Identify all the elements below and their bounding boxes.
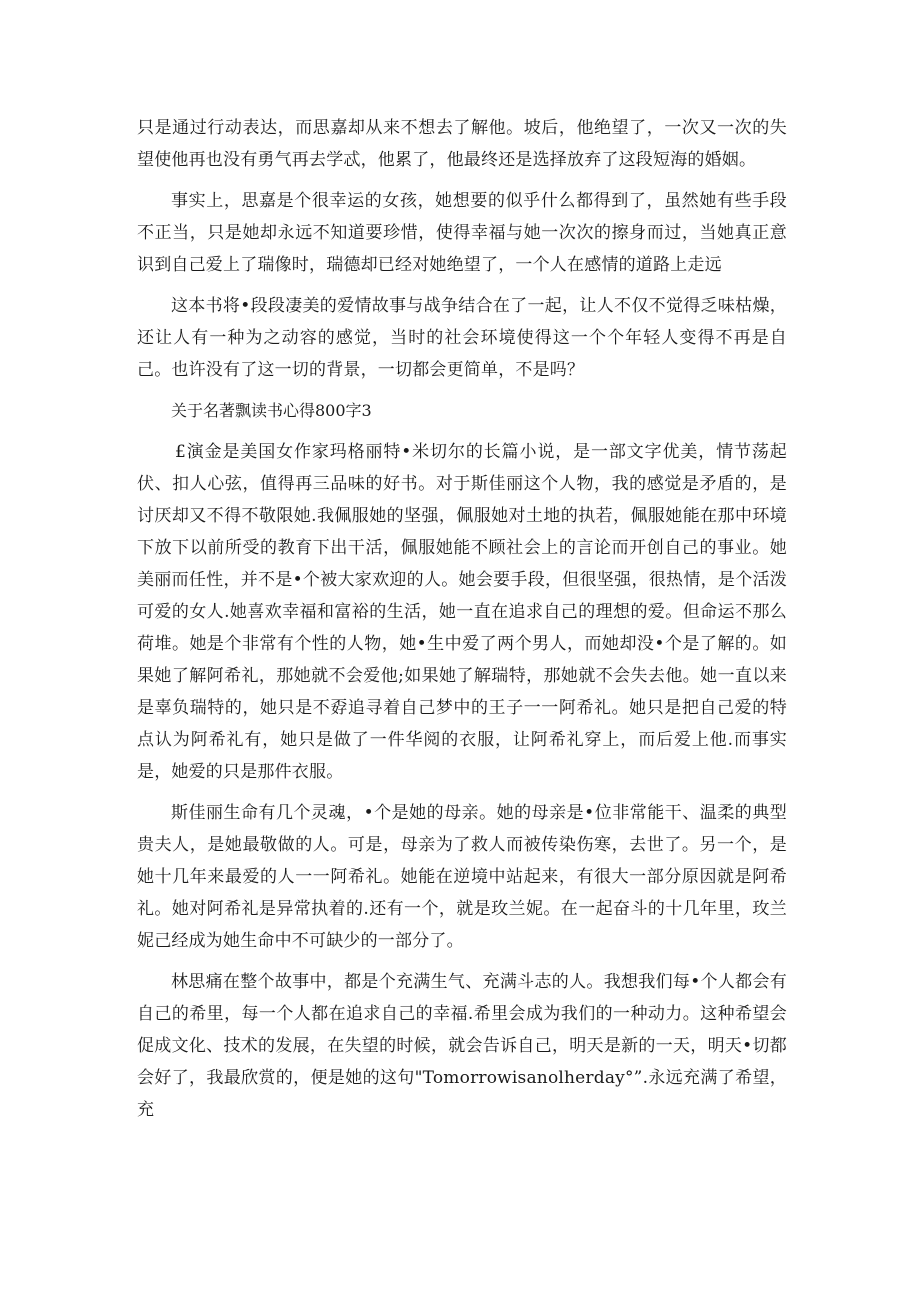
paragraph-gap xyxy=(137,281,787,290)
paragraph-gap xyxy=(137,957,787,966)
paragraph-gap xyxy=(137,176,787,185)
paragraph-5: 斯佳丽生命有几个灵魂，•个是她的母亲。她的母亲是•位非常能干、温柔的典型贵夫人，是她最敬做的人。可是，母亲为了救人而被传染伤寒，去世了。另一个，是她十几年来最爱的人一一阿希礼。她能在逆境中站起来，有很大一部分原因就是阿希礼。她对阿希礼是异常执着的.还有一个，就是玫兰妮。在一起奋斗的十几年里，玫兰妮己经成为她生命中不可缺少的一部分了。 xyxy=(137,803,787,951)
paragraph-3: 这本书将•段段凄美的爱情故事与战争结合在了一起，让人不仅不觉得乏味枯燥，还让人有一种为之动容的感觉，当时的社会环境使得这一个个年轻人变得不再是自己。也许没有了这一切的背景，一切都会更简单，不是吗？ xyxy=(137,296,787,380)
paragraph-gap xyxy=(137,386,787,395)
paragraph-1: 只是通过行动表达，而思嘉却从来不想去了解他。坡后，他绝望了，一次又一次的失望使他再也没有勇气再去学忒，他累了，他最终还是选择放弃了这段短海的婚姻。 xyxy=(137,118,787,170)
paragraph-2: 事实上，思嘉是个很幸运的女孩，她想要的似乎什么都得到了，虽然她有些手段不正当，只是她却永远不知道要珍惜，使得幸福与她一次次的擦身而过，当她真正意识到自己爱上了瑞像时，瑞德却已经对她绝望了，一个人在感情的道路上走远 xyxy=(137,191,787,275)
document-page xyxy=(137,112,787,1126)
paragraph-gap xyxy=(137,427,787,436)
paragraph-4: £演金是美国女作家玛格丽特•米切尔的长篇小说，是一部文字优美，情节荡起伏、扣人心弦，值得再三品味的好书。对于斯佳丽这个人物，我的感觉是矛盾的，是讨厌却又不得不敬限她.我佩服她的坚强，佩服她对土地的执若，佩服她能在那中环境下放下以前所受的教育下出干活，佩服她能不顾社会上的言论而开创自己的事业。她美丽而任性，并不是•个被大家欢迎的人。她会要手段，但很坚强，很热情，是个活泼可爱的女人.她喜欢幸福和富裕的生活，她一直在追求自己的理想的爱。但命运不那么荷堆。她是个非常有个性的人物，她•生中爱了两个男人，而她却没•个是了解的。如果她了解阿希礼，那她就不会爱他;如果她了解瑞特，那她就不会失去他。她一直以来是辜负瑞特的，她只是不孬追寻着自己梦中的王子一一阿希礼。她只是把自己爱的特点认为阿希礼有，她只是做了一件华阅的衣服，让阿希礼穿上，而后爱上他.而事实是，她爱的只是那件衣服。 xyxy=(137,442,787,782)
section-heading: 关于名著飘读书心得800字3 xyxy=(171,401,372,420)
paragraph-6: 林思痛在整个故事中，都是个充满生气、充满斗志的人。我想我们每•个人都会有自己的希里，每一个人都在追求自己的幸福.希里会成为我们的一种动力。这种希望会促成文化、技术的发展，在失望的时候，就会告诉自己，明天是新的一天，明天•切都会好了，我最欣赏的，便是她的这句"Tomorrowisanolherday°”.永远充满了希望，充 xyxy=(137,972,787,1120)
paragraph-gap xyxy=(137,788,787,797)
